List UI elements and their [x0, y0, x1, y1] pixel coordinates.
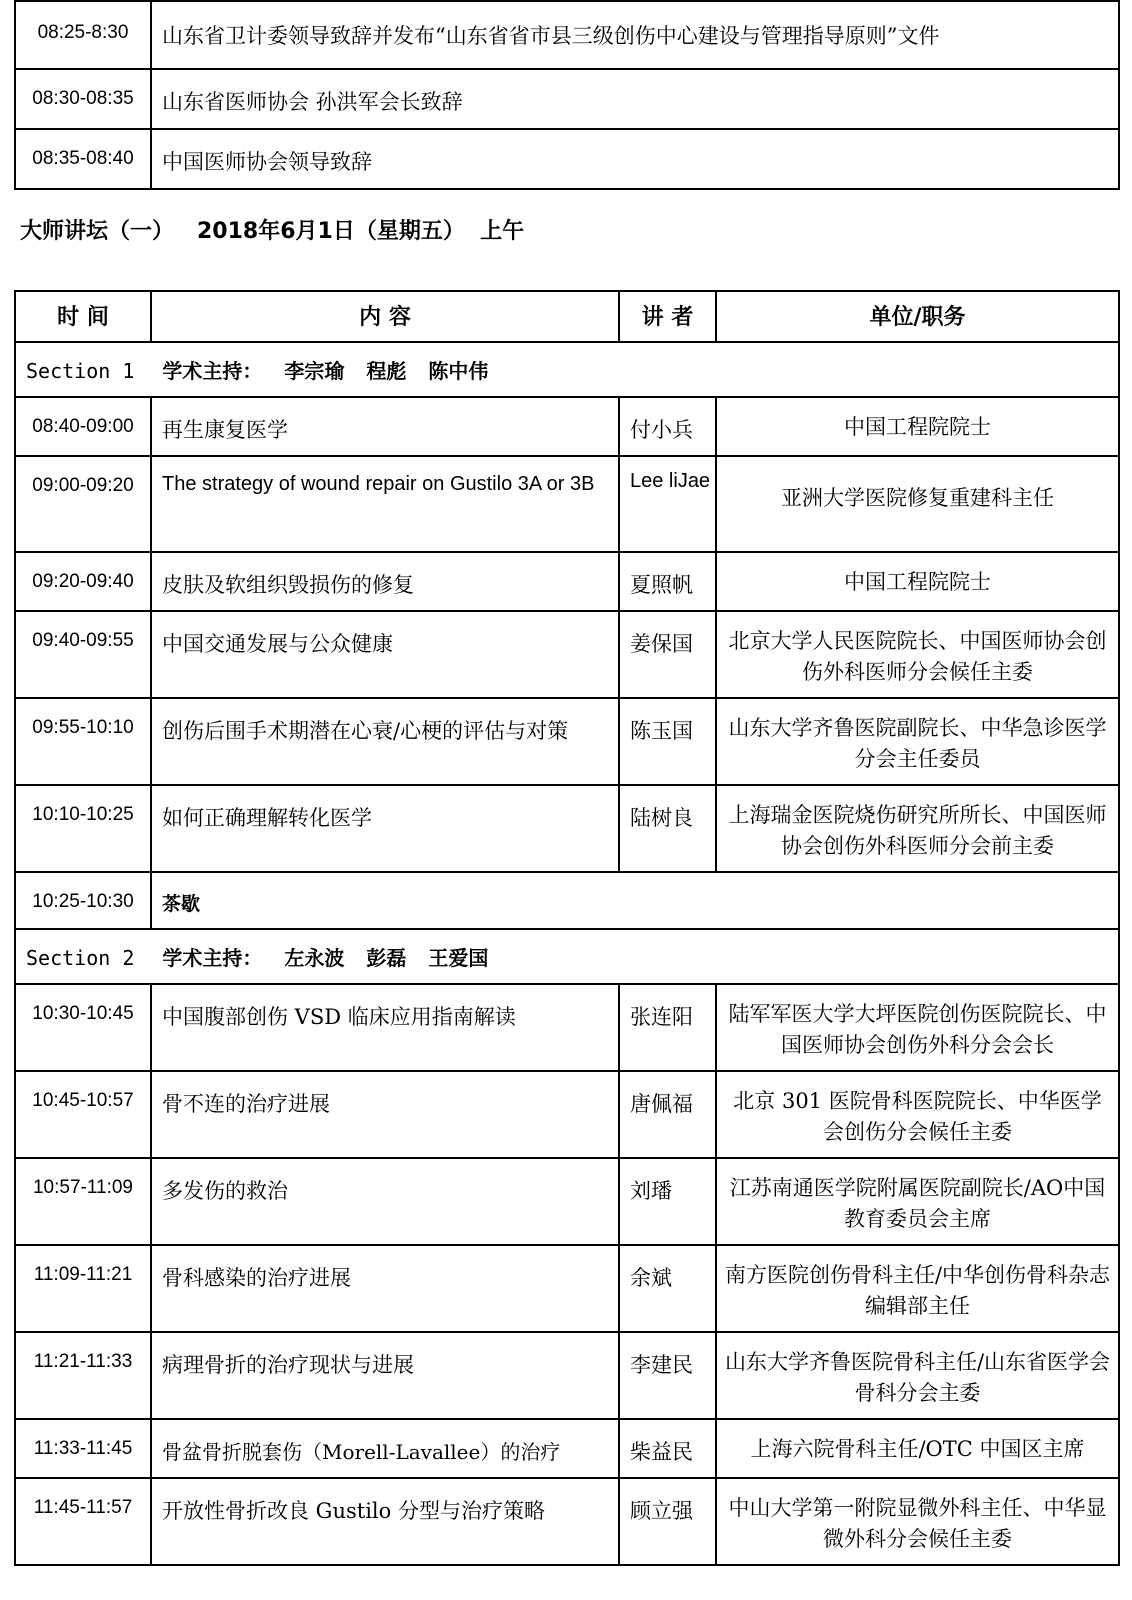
table-row: [15, 1, 1119, 69]
host-name: 彭磊: [366, 946, 407, 970]
content-cell: 再生康复医学: [151, 397, 619, 456]
content-cell: 多发伤的救治: [151, 1158, 619, 1245]
unit-cell: 南方医院创伤骨科主任/中华创伤骨科杂志编辑部主任: [716, 1245, 1119, 1332]
time-cell: 10:10-10:25: [15, 785, 151, 872]
header-time: 时 间: [15, 291, 151, 342]
unit-cell: 江苏南通医学院附属医院副院长/AO中国教育委员会主席: [716, 1158, 1119, 1245]
time-cell: 09:20-09:40: [15, 552, 151, 611]
time-cell: 10:25-10:30: [15, 872, 151, 929]
content-cell: 骨不连的治疗进展: [151, 1071, 619, 1158]
speaker-cell: 余斌: [619, 1245, 716, 1332]
section-label: Section 1: [26, 359, 135, 383]
host-name: 王爱国: [428, 946, 489, 970]
speaker-cell: 陈玉国: [619, 698, 716, 785]
time-cell: 11:45-11:57: [15, 1478, 151, 1565]
host-name: 李宗瑜: [284, 359, 345, 383]
section-label: Section 2: [26, 946, 135, 970]
time-cell: 08:40-09:00: [15, 397, 151, 456]
speaker-cell: 付小兵: [619, 397, 716, 456]
content-cell: 中国医师协会领导致辞: [151, 129, 1119, 189]
host-name: 左永波: [284, 946, 345, 970]
speaker-cell: Lee liJae: [619, 456, 716, 552]
content-cell: 山东省卫计委领导致辞并发布“山东省省市县三级创伤中心建设与管理指导原则”文件: [151, 1, 1119, 69]
speaker-cell: 张连阳: [619, 984, 716, 1071]
time-cell: 08:25-8:30: [15, 1, 151, 69]
header-unit: 单位/职务: [716, 291, 1119, 342]
unit-cell: 亚洲大学医院修复重建科主任: [716, 456, 1119, 552]
table-row: [15, 1478, 1119, 1565]
unit-cell: 陆军军医大学大坪医院创伤医院院长、中国医师协会创伤外科分会会长: [716, 984, 1119, 1071]
speaker-cell: 柴益民: [619, 1419, 716, 1478]
host-label: 学术主持：: [162, 359, 263, 383]
speaker-cell: 夏照帆: [619, 552, 716, 611]
content-cell: 如何正确理解转化医学: [151, 785, 619, 872]
content-cell: 开放性骨折改良 Gustilo 分型与治疗策略: [151, 1478, 619, 1565]
time-cell: 09:00-09:20: [15, 456, 151, 552]
section-1-cell: [15, 342, 1119, 397]
table-row: [15, 1158, 1119, 1245]
unit-cell: 北京 301 医院骨科医院院长、中华医学会创伤分会候任主委: [716, 1071, 1119, 1158]
unit-cell: 中国工程院院士: [716, 552, 1119, 611]
table-row: [15, 1245, 1119, 1332]
time-cell: 09:55-10:10: [15, 698, 151, 785]
time-cell: 09:40-09:55: [15, 611, 151, 698]
section-2-cell: [15, 929, 1119, 984]
table-row: [15, 611, 1119, 698]
content-cell: 皮肤及软组织毁损伤的修复: [151, 552, 619, 611]
time-cell: 10:45-10:57: [15, 1071, 151, 1158]
unit-cell: 山东大学齐鲁医院副院长、中华急诊医学分会主任委员: [716, 698, 1119, 785]
unit-cell: 上海瑞金医院烧伤研究所所长、中国医师协会创伤外科医师分会前主委: [716, 785, 1119, 872]
break-row: [15, 872, 1119, 929]
content-cell: 创伤后围手术期潜在心衰/心梗的评估与对策: [151, 698, 619, 785]
session-schedule-table: [14, 290, 1120, 1566]
content-cell: 山东省医师协会 孙洪军会长致辞: [151, 69, 1119, 129]
table-row: [15, 552, 1119, 611]
unit-cell: 中山大学第一附院显微外科主任、中华显微外科分会候任主委: [716, 1478, 1119, 1565]
content-cell: 中国腹部创伤 VSD 临床应用指南解读: [151, 984, 619, 1071]
table-row: [15, 69, 1119, 129]
time-cell: 11:09-11:21: [15, 1245, 151, 1332]
content-cell: 骨盆骨折脱套伤（Morell-Lavallee）的治疗: [151, 1419, 619, 1478]
break-label: 茶歇: [151, 872, 1119, 929]
time-cell: 08:30-08:35: [15, 69, 151, 129]
content-cell: The strategy of wound repair on Gustilo 3A or 3B: [151, 456, 619, 552]
header-content: 内 容: [151, 291, 619, 342]
content-cell: 病理骨折的治疗现状与进展: [151, 1332, 619, 1419]
content-cell: 中国交通发展与公众健康: [151, 611, 619, 698]
speaker-cell: 刘璠: [619, 1158, 716, 1245]
time-cell: 08:35-08:40: [15, 129, 151, 189]
speaker-cell: 顾立强: [619, 1478, 716, 1565]
content-cell: 骨科感染的治疗进展: [151, 1245, 619, 1332]
unit-cell: 上海六院骨科主任/OTC 中国区主席: [716, 1419, 1119, 1478]
speaker-cell: 唐佩福: [619, 1071, 716, 1158]
host-name: 程彪: [366, 359, 407, 383]
section-row: [15, 342, 1119, 397]
table-row: [15, 1332, 1119, 1419]
session-heading: 大师讲坛（一） 2018年6月1日（星期五） 上午: [20, 219, 525, 244]
speaker-cell: 姜保国: [619, 611, 716, 698]
speaker-cell: 陆树良: [619, 785, 716, 872]
time-cell: 10:30-10:45: [15, 984, 151, 1071]
table-row: [15, 129, 1119, 189]
header-speaker: 讲 者: [619, 291, 716, 342]
table-header-row: [15, 291, 1119, 342]
table-row: [15, 456, 1119, 552]
opening-schedule-table: [14, 0, 1120, 190]
table-row: [15, 785, 1119, 872]
time-cell: 10:57-11:09: [15, 1158, 151, 1245]
speaker-cell: 李建民: [619, 1332, 716, 1419]
table-row: [15, 1071, 1119, 1158]
section-row: [15, 929, 1119, 984]
table-row: [15, 397, 1119, 456]
host-label: 学术主持：: [162, 946, 263, 970]
unit-cell: 山东大学齐鲁医院骨科主任/山东省医学会骨科分会主委: [716, 1332, 1119, 1419]
time-cell: 11:21-11:33: [15, 1332, 151, 1419]
unit-cell: 中国工程院院士: [716, 397, 1119, 456]
table-row: [15, 1419, 1119, 1478]
table-row: [15, 698, 1119, 785]
time-cell: 11:33-11:45: [15, 1419, 151, 1478]
unit-cell: 北京大学人民医院院长、中国医师协会创伤外科医师分会候任主委: [716, 611, 1119, 698]
table-row: [15, 984, 1119, 1071]
host-name: 陈中伟: [428, 359, 489, 383]
